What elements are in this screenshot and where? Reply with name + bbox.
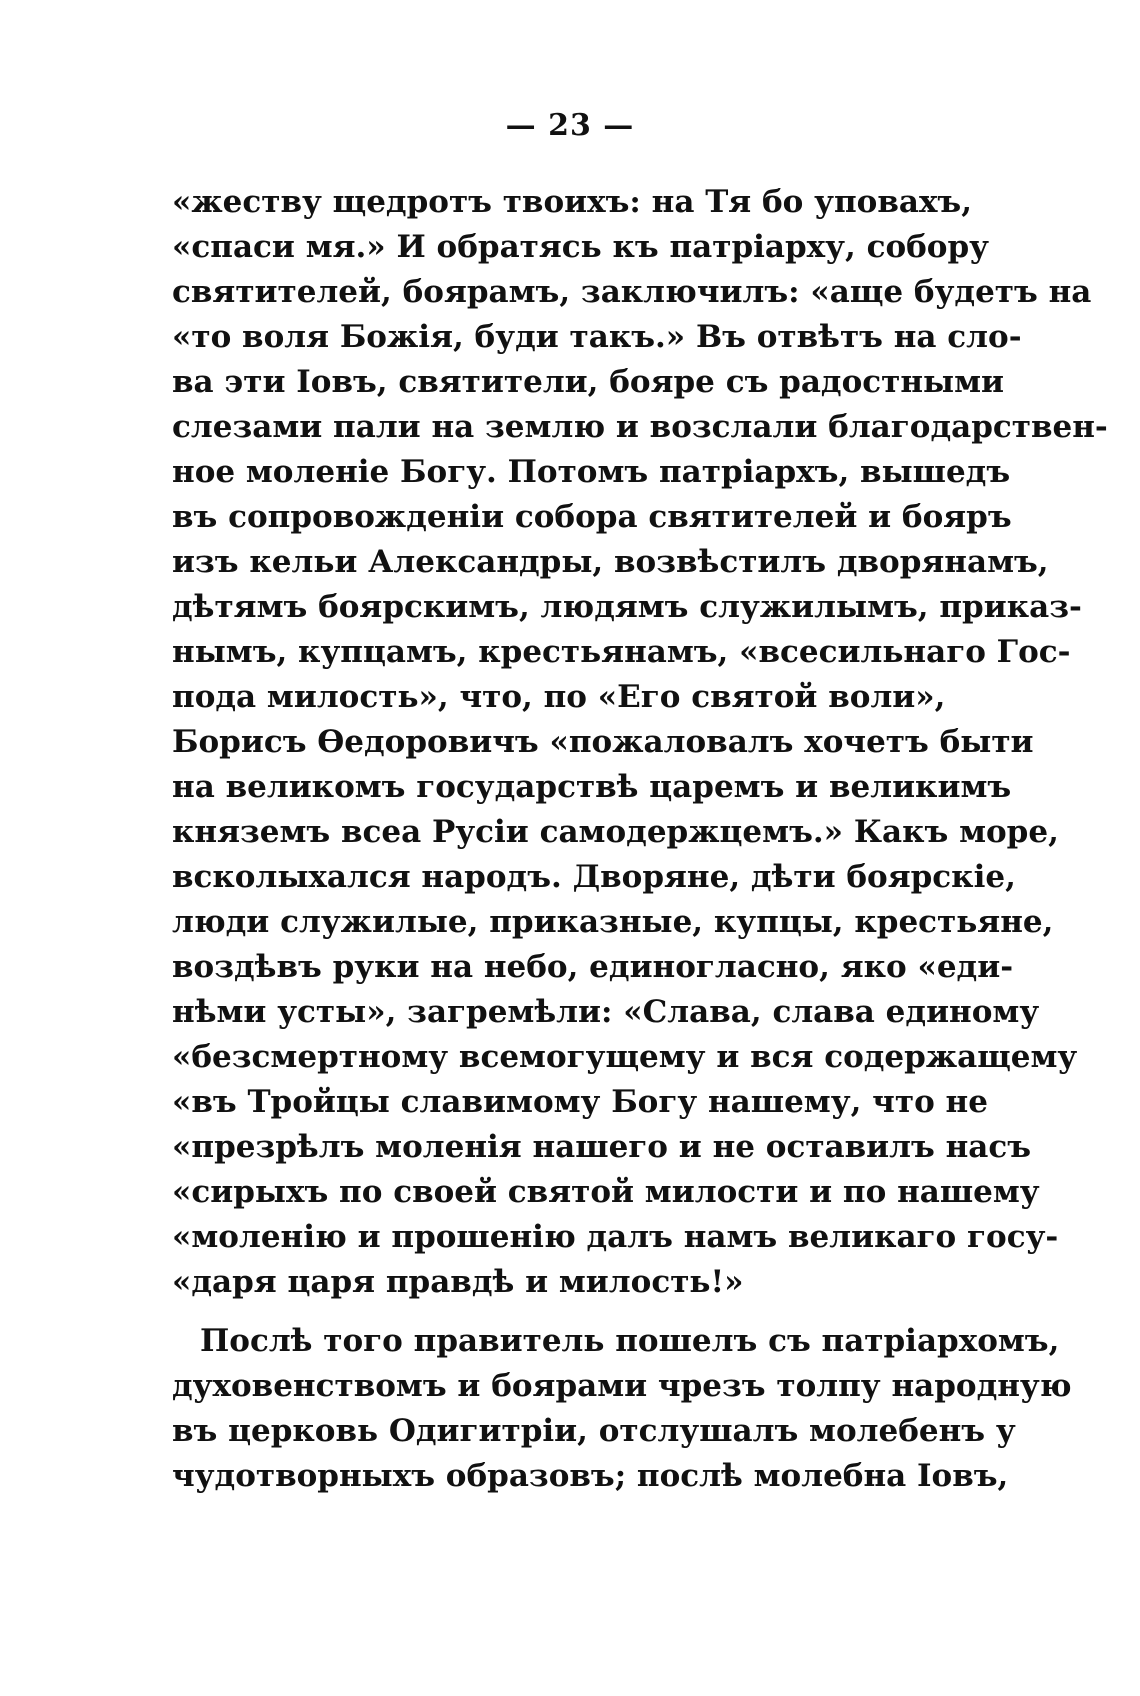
text-line: люди служилые, приказные, купцы, крестьяне,	[172, 904, 1054, 940]
text-line: ное моленіе Богу. Потомъ патріархъ, вышедъ	[172, 454, 1011, 490]
text-line: княземъ всеа Русіи самодержцемъ.» Какъ море,	[172, 814, 1059, 850]
text-line: слезами пали на землю и возслали благодарствен-	[172, 409, 1108, 445]
text-line: «спаси мя.» И обратясь къ патріарху, собору	[172, 229, 989, 265]
text-line: пода милость», что, по «Его святой воли»,	[172, 679, 946, 715]
text-line: дѣтямъ боярскимъ, людямъ служилымъ, приказ-	[172, 589, 1082, 625]
paragraph-gap	[172, 1305, 932, 1319]
text-line: «то воля Божія, буди такъ.» Въ отвѣтъ на сло-	[172, 319, 1022, 355]
text-line: «сирыхъ по своей святой милости и по нашему	[172, 1174, 1040, 1210]
text-line: нѣми усты», загремѣли: «Слава, слава единому	[172, 994, 1040, 1030]
body-text	[172, 180, 1108, 1499]
text-line: изъ кельи Александры, возвѣстилъ дворянамъ,	[172, 544, 1049, 580]
text-line: всколыхался народъ. Дворяне, дѣти боярскіе,	[172, 859, 1016, 895]
text-line: ва эти Іовъ, святители, бояре съ радостными	[172, 364, 1005, 400]
text-line: святителей, боярамъ, заключилъ: «аще будетъ на	[172, 274, 1092, 310]
text-line: воздѣвъ руки на небо, единогласно, яко «еди-	[172, 949, 1014, 985]
text-line: въ сопровожденіи собора святителей и бояръ	[172, 499, 1012, 535]
paragraph-2	[172, 1319, 1072, 1499]
text-line: духовенствомъ и боярами чрезъ толпу народную	[172, 1368, 1072, 1404]
text-line: Послѣ того правитель пошелъ съ патріархомъ,	[200, 1323, 1060, 1359]
paragraph-1	[172, 180, 1108, 1305]
text-line: Борисъ Ѳедоровичъ «пожаловалъ хочетъ быти	[172, 724, 1034, 760]
text-line: «моленію и прошенію далъ намъ великаго госу-	[172, 1219, 1059, 1255]
text-line: нымъ, купцамъ, крестьянамъ, «всесильнаго Гос-	[172, 634, 1071, 670]
text-line: въ церковь Одигитріи, отслушалъ молебенъ у	[172, 1413, 1016, 1449]
text-line: «въ Тройцы славимому Богу нашему, что не	[172, 1084, 988, 1120]
text-line: «жеству щедротъ твоихъ: на Тя бо уповахъ,	[172, 184, 973, 220]
page-number: — 23 —	[505, 108, 635, 143]
text-line: на великомъ государствѣ царемъ и великимъ	[172, 769, 1012, 805]
text-line: чудотворныхъ образовъ; послѣ молебна Іовъ,	[172, 1458, 1009, 1494]
text-line: «безсмертному всемогущему и вся содержащему	[172, 1039, 1078, 1075]
text-line: «даря царя правдѣ и милость!»	[172, 1264, 744, 1300]
text-line: «презрѣлъ моленія нашего и не оставилъ насъ	[172, 1129, 1032, 1165]
